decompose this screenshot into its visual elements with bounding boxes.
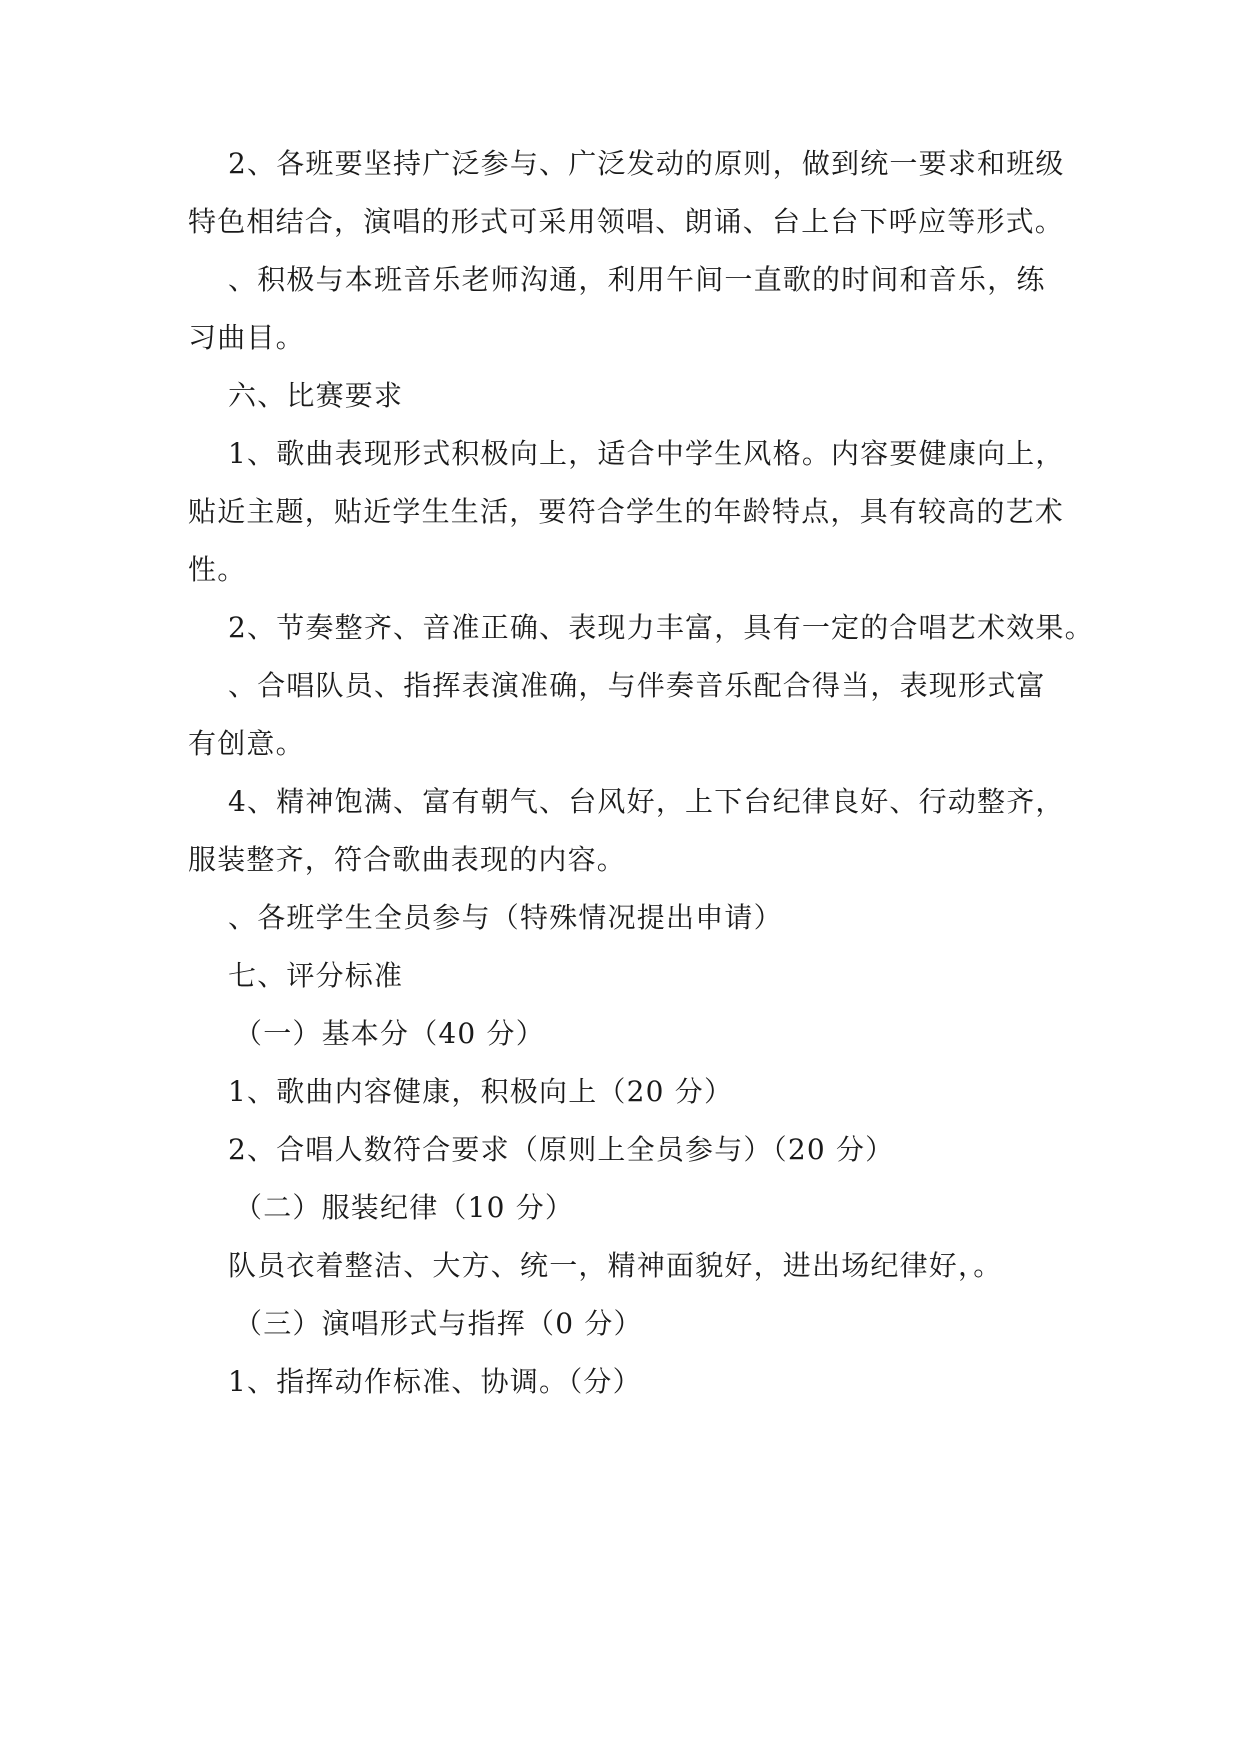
paragraph-line: 、积极与本班音乐老师沟通，利用午间一直歌的时间和音乐，练 [228, 263, 1046, 296]
section-heading: 六、比赛要求 [228, 379, 404, 412]
subsection-heading: （三）演唱形式与指挥（0 分） [234, 1307, 643, 1340]
subsection-heading: （一）基本分（40 分） [234, 1017, 545, 1050]
paragraph-line: 4、精神饱满、富有朝气、台风好，上下台纪律良好、行动整齐， [228, 785, 1065, 818]
paragraph-line: 贴近主题，贴近学生生活，要符合学生的年龄特点，具有较高的艺术 [188, 495, 1065, 528]
paragraph-line: 、各班学生全员参与（特殊情况提出申请） [228, 901, 783, 934]
paragraph-line: 队员衣着整洁、大方、统一，精神面貌好，进出场纪律好，。 [228, 1249, 1003, 1282]
paragraph-line: 2、各班要坚持广泛参与、广泛发动的原则，做到统一要求和班级 [228, 147, 1065, 180]
section-heading: 七、评分标准 [228, 959, 404, 992]
paragraph-line: 习曲目。 [188, 321, 305, 354]
paragraph-line: 1、歌曲内容健康，积极向上（20 分） [228, 1075, 734, 1108]
paragraph-line: 、合唱队员、指挥表演准确，与伴奏音乐配合得当，表现形式富 [228, 669, 1046, 702]
paragraph-line: 2、节奏整齐、音准正确、表现力丰富，具有一定的合唱艺术效果。 [228, 611, 1094, 644]
paragraph-line: 特色相结合，演唱的形式可采用领唱、朗诵、台上台下呼应等形式。 [188, 205, 1065, 238]
paragraph-line: 1、歌曲表现形式积极向上，适合中学生风格。内容要健康向上， [228, 437, 1065, 470]
paragraph-line: 服装整齐，符合歌曲表现的内容。 [188, 843, 627, 876]
paragraph-line: 2、合唱人数符合要求（原则上全员参与）（20 分） [228, 1133, 895, 1166]
paragraph-line: 1、指挥动作标准、协调。（分） [228, 1365, 642, 1398]
paragraph-line: 有创意。 [188, 727, 305, 760]
subsection-heading: （二）服装纪律（10 分） [234, 1191, 575, 1224]
paragraph-line: 性。 [188, 553, 247, 586]
